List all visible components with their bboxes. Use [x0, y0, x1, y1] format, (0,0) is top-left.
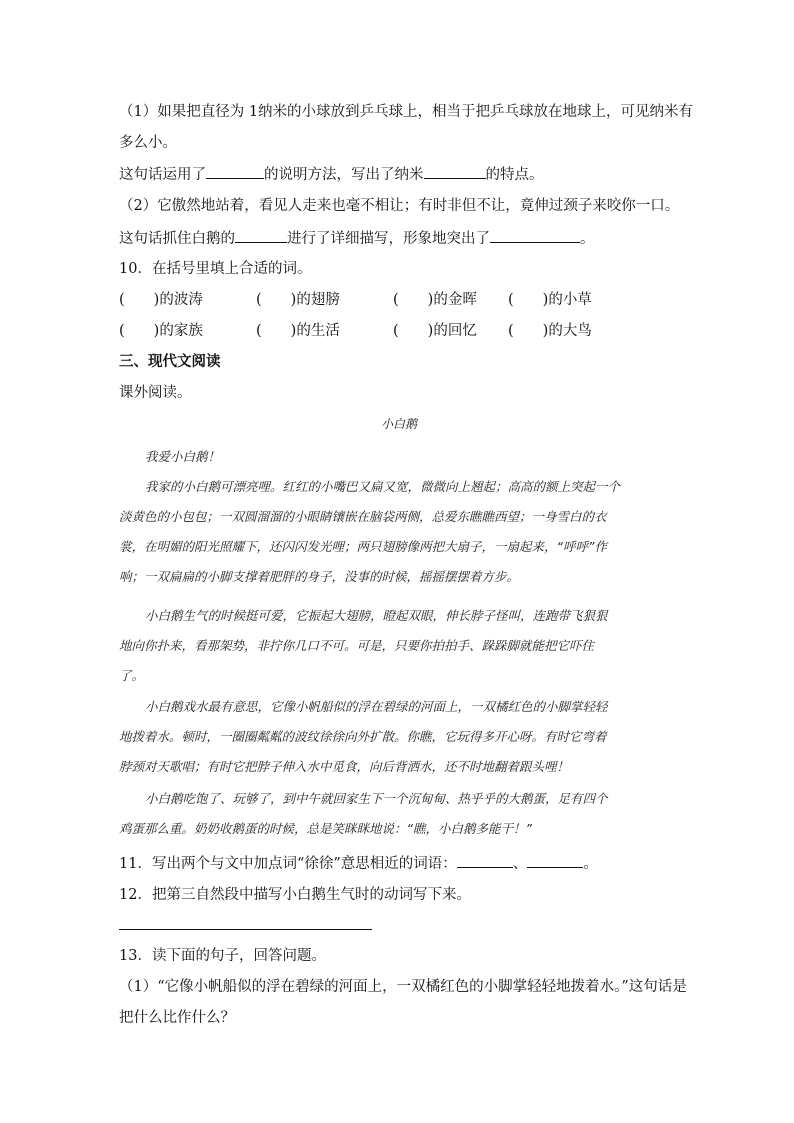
section3-heading: 三、现代文阅读 [119, 353, 221, 370]
article-p2-line: 淡黄色的小包包；一双圆溜溜的小眼睛镶嵌在脑袋两侧，总爱东瞧瞧西望；一身雪白的衣 [119, 509, 607, 524]
q9-fill2-text-c: 。 [580, 231, 595, 247]
q11-text: 11．写出两个与文中加点词“徐徐”意思相近的词语： [119, 856, 457, 872]
q9-sentence1-fill [119, 164, 679, 185]
q9-sentence2-fill [119, 228, 679, 249]
q13-sentence1-line1: （1）“它像小帆船似的浮在碧绿的河面上，一双橘红色的小脚掌轻轻地拨着水。”这句话是 [119, 979, 687, 995]
article-p5-line: 鸡蛋那么重。奶奶收鹅蛋的时候，总是笑眯眯地说：“瞧，小白鹅多能干！” [119, 821, 532, 836]
q10-row1-item[interactable]: ( )的波涛 [119, 292, 203, 308]
article-p1: 我爱小白鹅！ [145, 449, 221, 464]
q9-sentence2-line1: （2）它傲然地站着，看见人走来也毫不相让；有时非但不让，竟伸过颈子来咬你一口。 [119, 198, 680, 214]
q10-row2-item[interactable]: ( )的回忆 [393, 323, 477, 339]
q10-row2-item[interactable]: ( )的家族 [119, 323, 203, 339]
q9-blank-method[interactable] [206, 164, 264, 179]
article-p4-line: 脖颈对天歌唱；有时它把脖子伸入水中觅食，向后背洒水，还不时地翻着跟头哩！ [119, 759, 570, 774]
article-p2-line: 响；一双扁扁的小脚支撑着肥胖的身子，没事的时候，摇摇摆摆着方步。 [119, 569, 520, 584]
article-p4-line: 地拨着水。顿时，一圈圈粼粼的波纹徐徐向外扩散。你瞧，它玩得多开心呀。有时它弯着 [119, 729, 607, 744]
q10-row1-item[interactable]: ( )的小草 [508, 292, 592, 308]
q9-blank-feature[interactable] [424, 164, 486, 179]
q10-row2 [119, 321, 679, 341]
q9-fill2-text-b: 进行了详细描写，形象地突出了 [287, 231, 490, 247]
q9-sentence1-line2: 多么小。 [119, 135, 177, 151]
article-p2-line: 裳，在明媚的阳光照耀下，还闪闪发光哩；两只翅膀像两把大扇子，一扇起来，“呼呼”作 [119, 539, 607, 554]
q11-separator: 、 [512, 856, 528, 872]
article-p3-line: 了。 [119, 668, 145, 683]
q9-fill-text-a: 这句话运用了 [119, 167, 206, 183]
q10-row1-item[interactable]: ( )的金晖 [393, 292, 477, 308]
q9-blank-focus[interactable] [235, 228, 287, 243]
article-p3-line: 地向你扑来，看那架势，非拧你几口不可。可是，只要你拍拍手、跺跺脚就能把它吓住 [119, 638, 595, 653]
section3-intro: 课外阅读。 [119, 385, 192, 401]
q11-blank-1[interactable] [457, 853, 513, 868]
q10-row1 [119, 290, 679, 310]
q9-fill-text-b: 的说明方法，写出了纳米 [264, 167, 424, 183]
article-p3-line: 小白鹅生气的时候挺可爱，它振起大翅膀，瞪起双眼，伸长脖子怪叫，连跑带飞狠狠 [145, 608, 608, 623]
article-p2-line: 我家的小白鹅可漂亮哩。红红的小嘴巴又扁又宽，微微向上翘起；高高的额上突起一个 [145, 479, 621, 494]
q12-answer-line[interactable] [119, 929, 372, 930]
q9-fill2-text-a: 这句话抓住白鹅的 [119, 231, 235, 247]
q13-sentence1-line2: 把什么比作什么？ [119, 1010, 235, 1026]
q9-fill-text-c: 的特点。 [485, 167, 544, 183]
q10-title: 10．在括号里填上合适的词。 [119, 261, 312, 277]
q12-text: 12．把第三自然段中描写小白鹅生气时的动词写下来。 [119, 887, 471, 903]
q13-title: 13．读下面的句子，回答问题。 [119, 948, 326, 964]
q9-sentence1-line1: （1）如果把直径为 1纳米的小球放到乒乓球上，相当于把乒乓球放在地球上，可见纳米有 [119, 104, 694, 120]
q11-end: 。 [583, 856, 598, 872]
article-p4-line: 小白鹅戏水最有意思，它像小帆船似的浮在碧绿的河面上，一双橘红色的小脚掌轻轻 [145, 699, 608, 714]
q10-row1-item[interactable]: ( )的翅膀 [256, 292, 340, 308]
q10-row2-item[interactable]: ( )的生活 [256, 323, 340, 339]
q9-blank-highlight[interactable] [490, 228, 580, 243]
article [119, 414, 679, 844]
article-title: 小白鹅 [380, 417, 417, 431]
article-p5-line: 小白鹅吃饱了、玩够了，到中午就回家生下一个沉甸甸、热乎乎的大鹅蛋，足有四个 [145, 791, 608, 806]
q11-blank-2[interactable] [527, 853, 583, 868]
q10-row2-item[interactable]: ( )的大鸟 [508, 323, 592, 339]
q11 [119, 853, 679, 874]
